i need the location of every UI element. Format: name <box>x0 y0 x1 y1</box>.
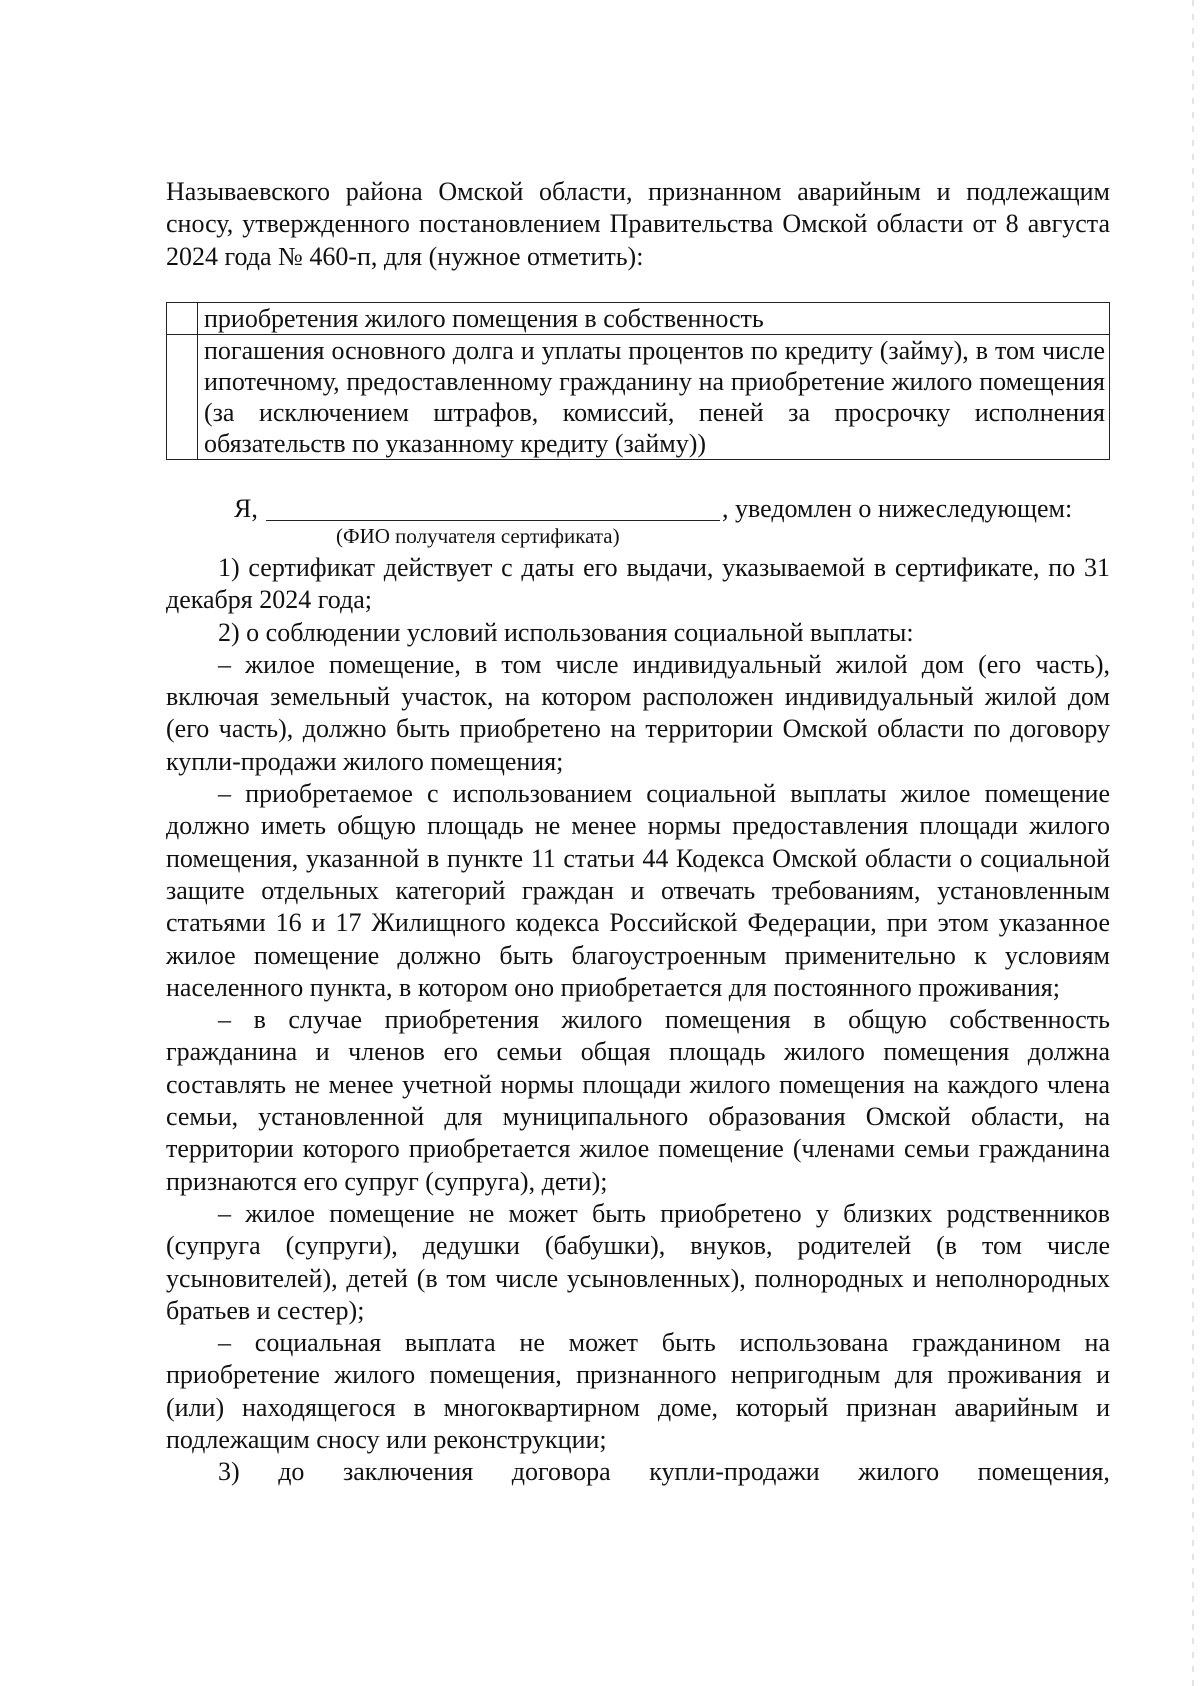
option-row <box>167 303 1110 335</box>
paragraph: – жилое помещение не может быть приобретено у близких родственников (супруга (супруги), дедушки (бабушки), внуков, родителей (в том числе усыновителей), детей (в том числе усыновленных), полнородных и неполнородных братьев и сестер); <box>166 1198 1110 1325</box>
word: 3) <box>218 1457 240 1487</box>
word: жилого <box>858 1457 940 1487</box>
word: помещения, <box>977 1457 1110 1487</box>
notice-prefix: Я, <box>234 494 258 523</box>
continued-paragraph-line <box>166 1456 1110 1488</box>
option-checkbox[interactable] <box>167 335 198 460</box>
notice-line <box>166 493 1110 548</box>
paragraph: – жилое помещение, в том числе индивидуальный жилой дом (его часть), включая земельный участок, на котором расположен индивидуальный жилой дом (его часть), должно быть приобретено на территории Омской области по договору купли-продажи жилого помещения; <box>166 649 1110 776</box>
option-text: погашения основного долга и уплаты процентов по кредиту (займу), в том числе ипотечному, предоставленному гражданину на приобретение жилого помещения (за исключением штрафов, комиссий, пеней за просрочку исполнения обязательств по указанному кредиту (займу)) <box>198 335 1110 460</box>
word: до <box>278 1457 305 1487</box>
word: купли-продажи <box>649 1457 820 1487</box>
conditions-body <box>166 552 1110 1489</box>
word: заключения <box>342 1457 474 1487</box>
paragraph: – в случае приобретения жилого помещения в общую собственность гражданина и членов его семьи общая площадь жилого помещения должна составлять не менее учетной нормы площади жилого помещения на каждого члена семьи, установленной для муниципального образования Омской области, на территории которого приобретается жилое помещение (членами семьи гражданина признаются его супруг (супруга), дети); <box>166 1005 1110 1196</box>
option-row <box>167 335 1110 460</box>
recipient-name-field[interactable] <box>266 520 720 521</box>
recipient-name-caption: (ФИО получателя сертификата) <box>336 524 620 548</box>
option-checkbox[interactable] <box>167 303 198 335</box>
intro-block <box>166 176 1110 273</box>
scan-edge-artifact <box>1192 0 1194 1686</box>
word: договора <box>511 1457 611 1487</box>
paragraph: – социальная выплата не может быть использована гражданином на приобретение жилого помещения, признанного непригодным для проживания и (или) находящегося в многоквартирном доме, который признан аварийным и подлежащим сносу или реконструкции; <box>166 1328 1110 1455</box>
paragraph: – приобретаемое с использованием социальной выплаты жилое помещение должно иметь общую площадь не менее нормы предоставления площади жилого помещения, указанной в пункте 11 статьи 44 Кодекса Омской области о социальной защите отдельных категорий граждан и отвечать требованиям, установленным статьями 16 и 17 Жилищного кодекса Российской Федерации, при этом указанное жилое помещение должно быть благоустроенным применительно к условиям населенного пункта, в котором оно приобретается для постоянного проживания; <box>166 779 1110 1002</box>
paragraph: 1) сертификат действует с даты его выдачи, указываемой в сертификате, по 31 декабря 2024 года; <box>166 553 1110 615</box>
notice-suffix: , уведомлен о нижеследующем: <box>722 494 1073 523</box>
options-table <box>166 302 1110 460</box>
option-text: приобретения жилого помещения в собственность <box>198 303 1110 335</box>
paragraph: 2) о соблюдении условий использования социальной выплаты: <box>218 617 914 647</box>
intro-paragraph: Называевского района Омской области, признанном аварийным и подлежащим сносу, утвержденного постановлением Правительства Омской области от 8 августа 2024 года № 460-п, для (нужное отметить): <box>166 177 1110 271</box>
